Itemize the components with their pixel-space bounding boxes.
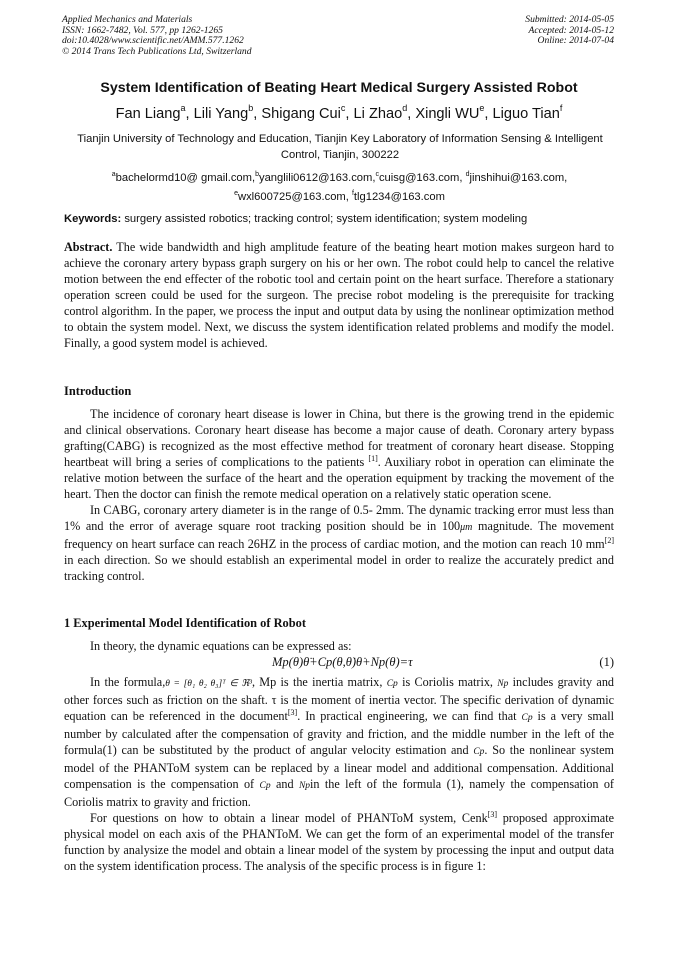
paper-title: System Identification of Beating Heart Medical Surgery Assisted Robot [100,80,578,96]
section-text: and [270,777,299,791]
introduction-body [64,406,614,584]
section-text: proposed approximate physical model on each axis of the PHANToM. We can get the form of an experimental model of the transfer function by analysize the model and obtain a linear model of the system by processing the input and output data on the system identification process. The analysis of the specific process is in figure 1: [64,811,615,873]
email-mark: e [234,190,238,197]
intro-text: magnitude. The movement frequency on heart surface can reach 26HZ in the process of cardiac motion, and the motion can reach 10 mm [64,519,614,551]
email-mark: a [111,171,116,178]
section-text: is a very small number by calculated after the compensation of gravity and friction, and the middle number in the left of the formula(1) can be substituted by the product of angular velocity estimation and [64,709,614,757]
author-emails [62,167,617,205]
online-date: Online: 2014-07-04 [537,35,614,47]
section-1-paragraph-2 [64,674,614,810]
author-mark: e [479,103,485,113]
cp-symbol: Cp [259,781,271,791]
accepted-date: Accepted: 2014-05-12 [528,24,614,36]
email-address[interactable]: jinshihui@163.com, [469,172,568,184]
keywords-label: Keywords: [64,213,122,225]
author-mark: a [180,103,186,113]
section-text: includes gravity and other forces such as friction on the shaft. τ is the moment of inertia vector. The specific derivation of dynamic equation can be referenced in the document [64,675,615,723]
cp-symbol: Cp [521,713,533,723]
affiliation: Tianjin University of Technology and Education, Tianjin Key Laboratory of Information Sensing & Intelligent Control, Tianjin, 300222 [77,133,603,161]
section-text: . In practical engineering, we can find that [297,709,522,723]
journal-name: Applied Mechanics and Materials [62,14,193,25]
email-address[interactable]: yanglili0612@163.com, [258,172,376,184]
intro-text: The incidence of coronary heart disease is lower in China, but there is the growing trend in the epidemic and clinical observations. Coronary heart disease has become a major cause of death. Coronary artery bypass grafting(CABG) is recognized as the most effective method for treatment of coronary heart disease. Stopping heartbeat will bring a series of complications to the patients [64,407,614,469]
section-text: For questions on how to obtain a linear model of PHANToM system, Cenk [90,811,488,825]
email-address[interactable]: bachelormd10@ gmail.com, [115,172,256,184]
abstract-text: The wide bandwidth and high amplitude feature of the beating heart motion makes surgeon hard to achieve the coronary artery bypass graph surgery on his or her own. The robot could help to cancel the relative motion between the end effecter of the robotic tool and certain point on the heart surface. Therefore a stationary operation screen could be used for the surgeon. The precise robot modeling is the prerequisite for tracking control algorithm. In the paper, we process the input and output data by using the nonlinear optimization method to obtain the system model. Next, we discuss the system identification related problems and modify the model. Finally, a good system model is achieved. [64,240,615,350]
author-mark: f [559,103,563,113]
section-1-body [64,674,614,874]
citation[interactable]: [3] [487,810,497,819]
theta-definition: θ = [θ₁ θ₂ θ₃]ᵀ ∈ ℜ³ [165,679,252,689]
keywords [64,213,616,225]
citation[interactable]: [2] [604,536,614,545]
section-1-paragraph-3 [64,810,614,874]
journal-header [62,15,252,57]
np-symbol: Np [497,679,509,689]
intro-text: . Auxiliary robot in operation can eliminate the relative motion between the surface of the heart and the operation equipment by tracking the movement of the heart. Then the doctor can finish the remote medical operation on a relatively static operation scene. [64,455,614,501]
submitted-date: Submitted: 2014-05-05 [525,14,614,25]
dates-header [525,15,614,47]
citation[interactable]: [1] [368,454,378,463]
intro-text: In CABG, coronary artery diameter is in the range of 0.5- 2mm. The dynamic tracking error must less than 1% and the error of average square root tracking position should be in 100 [64,503,614,533]
np-symbol: Np [298,781,311,791]
abstract-label: Abstract. [64,240,113,254]
dynamics-equation: Mp(θ)θ̈+Cp(θ,θ̇)θ̇+Np(θ)=τ [272,655,413,669]
keywords-text: surgery assisted robotics; tracking control; system identification; system modeling [124,213,528,225]
intro-paragraph-1 [64,406,614,502]
author-name: Lili Yang [193,106,249,122]
doi-line[interactable]: doi:10.4028/www.scientific.net/AMM.577.1262 [62,35,244,47]
copyright-line: © 2014 Trans Tech Publications Ltd, Switzerland [62,45,252,57]
equation-number: (1) [599,655,614,669]
issn-line: ISSN: 1662-7482, Vol. 577, pp 1262-1265 [62,24,223,36]
abstract [64,239,614,351]
author-name: Xingli WU [415,106,480,122]
micrometer-unit: μm [460,522,473,533]
intro-text: in each direction. So we should establish an experimental model in order to realize the accurately predict and tracking control. [64,553,614,583]
author-mark: b [248,103,254,113]
section-1-heading: 1 Experimental Model Identification of Robot [64,616,306,630]
author-name: Shigang Cui [261,106,341,122]
author-name: Liguo Tian [492,106,560,122]
email-mark: d [465,171,470,178]
section-text: . So the nonlinear system model of the PHANToM system can be replaced by a linear model and additional compensation. Additional compensation is the compensation of [64,743,614,791]
author-name: Fan Liang [115,106,181,122]
email-address[interactable]: tlg1234@163.com [353,191,445,203]
email-address[interactable]: wxl600725@163.com, [237,191,349,203]
email-address[interactable]: cuisg@163.com, [378,172,463,184]
email-mark: b [255,171,259,178]
section-text: in the left of the formula (1), namely the compensation of Coriolis matrix to gravity and friction. [64,777,614,809]
author-mark: c [340,103,346,113]
author-mark: d [402,103,408,113]
section-text: In the formula, [90,675,166,689]
section-1-intro [64,638,614,654]
email-mark: f [351,190,354,197]
citation[interactable]: [3] [287,708,298,717]
equation-1 [64,655,614,673]
introduction-heading: Introduction [64,384,132,398]
cp-symbol: Cp [473,747,485,757]
cp-symbol: Cp [386,679,398,689]
intro-paragraph-2 [64,502,614,584]
author-name: Li Zhao [353,106,403,122]
section-text: is Coriolis matrix, [397,675,498,689]
email-mark: c [375,171,379,178]
author-list: Fan Liang$^a$, Lili Yang$^b$, Shigang Cui$^c$, Li Zhao$^d$, Xingli $WU^e$, Liguo Tian$^f$ [115,103,563,122]
section-text: , Mp is the inertia matrix, [251,675,387,689]
section-1-paragraph-1: In theory, the dynamic equations can be expressed as: [90,639,352,653]
